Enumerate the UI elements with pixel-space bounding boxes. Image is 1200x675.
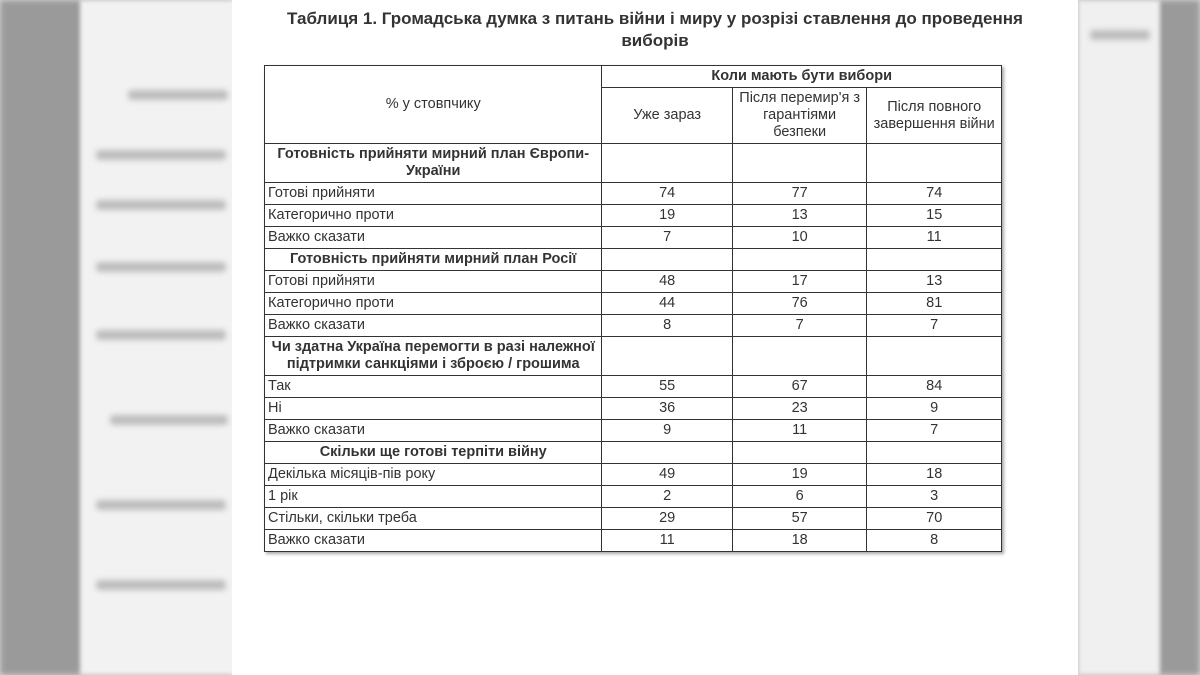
value-now: 9 [602,420,732,442]
empty-cell [867,249,1002,271]
value-after-war: 70 [867,508,1002,530]
empty-cell [867,442,1002,464]
row-label: Важко сказати [265,530,602,552]
empty-cell [732,144,867,183]
value-now: 49 [602,464,732,486]
empty-cell [732,442,867,464]
value-now: 29 [602,508,732,530]
value-after-ceasefire: 17 [732,271,867,293]
document-page [232,0,1078,675]
section-title: Чи здатна Україна перемогти в разі належної підтримки санкціями і зброєю / грошима [265,337,602,376]
row-label: Так [265,376,602,398]
table-row [265,315,1002,337]
row-label: 1 рік [265,486,602,508]
value-after-ceasefire: 10 [732,227,867,249]
value-after-ceasefire: 23 [732,398,867,420]
value-after-ceasefire: 13 [732,205,867,227]
value-now: 74 [602,183,732,205]
row-label: Ні [265,398,602,420]
value-after-war: 7 [867,420,1002,442]
table-row [265,271,1002,293]
value-now: 2 [602,486,732,508]
empty-cell [602,337,732,376]
blurred-text-line [96,150,226,160]
value-now: 7 [602,227,732,249]
row-label: Важко сказати [265,420,602,442]
table-title [232,8,1078,52]
blurred-text-line [128,90,228,100]
table-row [265,530,1002,552]
value-after-ceasefire: 11 [732,420,867,442]
value-after-war: 3 [867,486,1002,508]
section-header-row [265,337,1002,376]
blurred-text-line [110,415,228,425]
value-now: 55 [602,376,732,398]
section-header-row [265,249,1002,271]
value-after-war: 81 [867,293,1002,315]
group-header-cell: Коли мають бути вибори [602,66,1002,88]
blurred-text-line [96,262,226,272]
value-now: 44 [602,293,732,315]
empty-cell [867,337,1002,376]
value-after-ceasefire: 67 [732,376,867,398]
row-label: Важко сказати [265,227,602,249]
table-row [265,508,1002,530]
table-row [265,398,1002,420]
value-after-war: 8 [867,530,1002,552]
blurred-text-line [1090,30,1150,40]
section-header-row [265,442,1002,464]
survey-table [264,65,1002,552]
empty-cell [867,144,1002,183]
section-title: Скільки ще готові терпіти війну [265,442,602,464]
value-after-war: 15 [867,205,1002,227]
value-after-war: 7 [867,315,1002,337]
value-now: 48 [602,271,732,293]
row-label: Категорично проти [265,205,602,227]
table-row [265,183,1002,205]
row-label: Готові прийняти [265,183,602,205]
value-now: 11 [602,530,732,552]
value-after-ceasefire: 7 [732,315,867,337]
section-title: Готовність прийняти мирний план Європи-України [265,144,602,183]
value-after-war: 11 [867,227,1002,249]
corner-header-cell: % у стовпчику [265,66,602,144]
table-title-line-2: виборів [621,31,689,50]
row-label: Декілька місяців-пів року [265,464,602,486]
value-after-war: 74 [867,183,1002,205]
blurred-text-line [96,580,226,590]
value-after-ceasefire: 19 [732,464,867,486]
blurred-text-line [96,330,226,340]
row-label: Готові прийняти [265,271,602,293]
value-now: 36 [602,398,732,420]
table-row [265,376,1002,398]
table-row [265,420,1002,442]
table-row [265,227,1002,249]
table-row [265,293,1002,315]
row-label: Категорично проти [265,293,602,315]
row-label: Важко сказати [265,315,602,337]
empty-cell [732,249,867,271]
row-label: Стільки, скільки треба [265,508,602,530]
table-row [265,486,1002,508]
empty-cell [602,442,732,464]
blurred-background-right-panel [1078,0,1160,675]
column-header-after-ceasefire: Після перемир'я з гарантіями безпеки [732,88,867,144]
value-after-war: 18 [867,464,1002,486]
value-after-ceasefire: 18 [732,530,867,552]
empty-cell [732,337,867,376]
blurred-text-line [96,500,226,510]
value-now: 8 [602,315,732,337]
empty-cell [602,249,732,271]
value-after-war: 84 [867,376,1002,398]
blurred-text-line [96,200,226,210]
column-header-now: Уже зараз [602,88,732,144]
column-header-after-war: Після повного завершення війни [867,88,1002,144]
value-after-war: 13 [867,271,1002,293]
value-after-war: 9 [867,398,1002,420]
section-title: Готовність прийняти мирний план Росії [265,249,602,271]
empty-cell [602,144,732,183]
value-after-ceasefire: 76 [732,293,867,315]
section-header-row [265,144,1002,183]
value-now: 19 [602,205,732,227]
table-row [265,205,1002,227]
value-after-ceasefire: 6 [732,486,867,508]
value-after-ceasefire: 57 [732,508,867,530]
table-row [265,464,1002,486]
value-after-ceasefire: 77 [732,183,867,205]
table-title-line-1: Таблиця 1. Громадська думка з питань війни і миру у розрізі ставлення до проведення [287,9,1023,28]
